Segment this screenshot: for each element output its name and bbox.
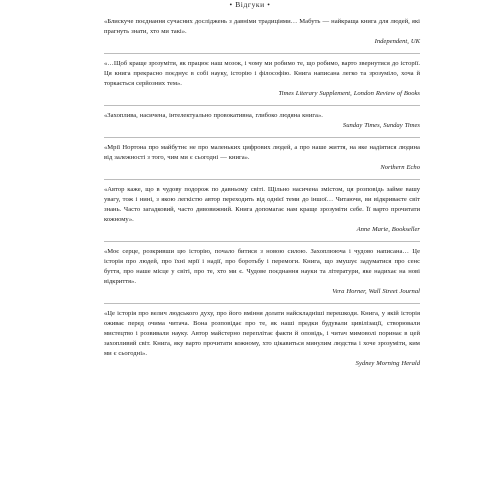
review-quote (104, 17, 420, 47)
quote-source: Sunday Times, Sunday Times (342, 122, 420, 129)
review-quote (104, 143, 420, 173)
header-ornament-left: • (229, 0, 236, 9)
review-quote (104, 111, 420, 131)
divider (104, 179, 420, 180)
quote-text: «Мрії Нортона про майбутнє не про маленьких цифрових людей, а про наше життя, на яке надіятися людина від залежності з того, чим ми є сьогодні — книга». (104, 144, 420, 161)
review-quote (104, 309, 420, 369)
quote-text: «…Щоб краще зрозуміти, як працює наш мозок, і чому ми робимо те, що робимо, варто звернутися до історії. Ця книга прекрасно поєднує в собі науку, історію і філософію. Книга написана легко та зрозуміло, хоча й торкається серйозних тем». (104, 60, 420, 87)
quote-source: Times Literary Supplement, London Review of Books (278, 90, 420, 97)
divider (104, 105, 420, 106)
quote-text: «Моє серце, розкривши цю історію, почало битися з новою силою. Захоплююча і чудово написана… Це історія про людей, про їхні мрії і надії, про боротьбу і перемоги. Книга, що змушує задуматися про сенс буття, про наше місце у світі, про те, хто ми є. Чудове поєднання науки та літератури, яке надихає на нові відкриття». (104, 248, 420, 285)
quotes-list (104, 17, 420, 369)
quote-source: Vera Horner, Wall Street Journal (332, 288, 420, 295)
divider (104, 303, 420, 304)
header-ornament-right: • (264, 0, 271, 9)
review-quote (104, 185, 420, 235)
quote-text: «Захоплива, насичена, інтелектуально провокативна, глибоко людяна книга». (104, 112, 323, 119)
quote-source: Northern Echo (380, 164, 420, 171)
quote-text: «Це історія про велич людського духу, про його вміння долати найскладніші перешкоди. Книга, у якій історія оживає перед очима читача. Вона розповідає про те, як наші предки будували цивілізації, створювали мистецтво і розвивали науку. Автор майстерно переплітає факти й оповідь, і читач мимоволі поринає в цей захопливий світ. Книга, яку варто прочитати кожному, хто цікавиться минулим людства і хоче зрозуміти, ким ми є сьогодні». (104, 310, 420, 357)
quote-source: Independent, UK (374, 38, 420, 45)
divider (104, 241, 420, 242)
page-title: Відгуки (235, 0, 265, 9)
quote-source: Sydney Morning Herald (355, 360, 420, 367)
quote-text: «Автор каже, що в чудову подорож по давньому світі. Щільно насичена змістом, ця розповідь займе вашу увагу, тож і нині, з якою легкістю автор переходить від однієї теми до іншої… Читаючи, ви відкриваєте світ знань. Часто загадковий, часто дивовижний. Книга допомагає нам краще зрозуміти себе. Її варто прочитати кожному». (104, 186, 420, 223)
divider (104, 137, 420, 138)
review-quote (104, 59, 420, 99)
quote-source: Anne Marie, Bookseller (356, 226, 420, 233)
quote-text: «Блискуче поєднання сучасних досліджень з давніми традиціями… Мабуть — найкраща книга для людей, які прагнуть знати, хто ми такі». (104, 18, 420, 35)
divider (104, 53, 420, 54)
page-header (0, 0, 500, 9)
review-quote (104, 247, 420, 297)
